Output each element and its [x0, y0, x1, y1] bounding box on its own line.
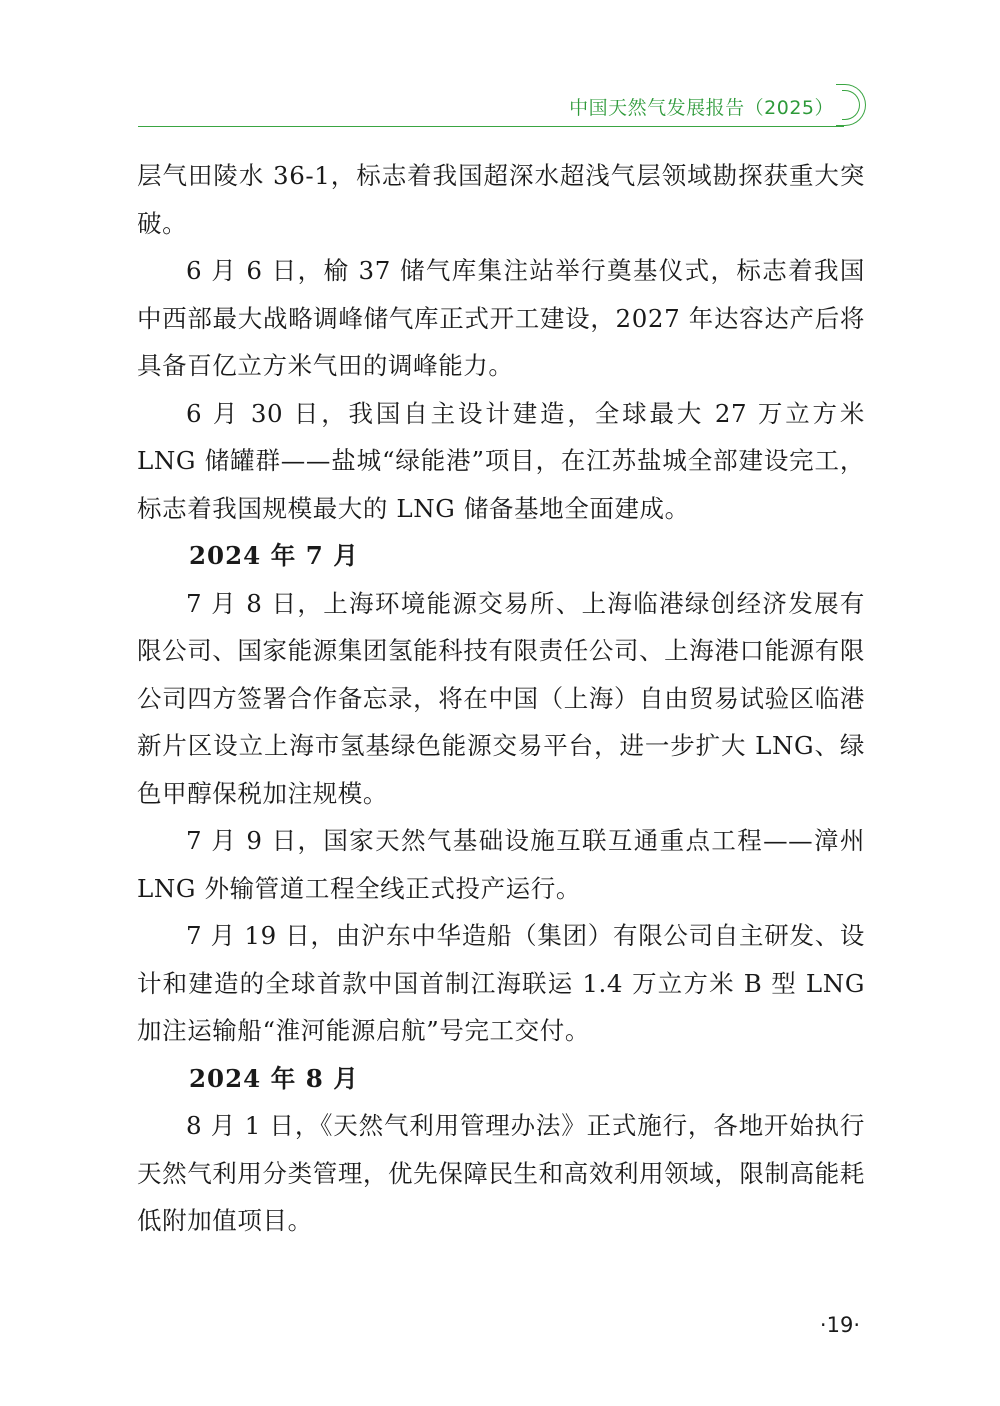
- paragraph: 7 月 8 日，上海环境能源交易所、上海临港绿创经济发展有限公司、国家能源集团氢能科技有限责任公司、上海港口能源有限公司四方签署合作备忘录，将在中国（上海）自由贸易试验区临港新片区设立上海市氢基绿色能源交易平台，进一步扩大 LNG、绿色甲醇保税加注规模。: [137, 588, 865, 808]
- paragraph: 7 月 9 日，国家天然气基础设施互联互通重点工程——漳州 LNG 外输管道工程全线正式投产运行。: [137, 826, 865, 903]
- paragraph: 8 月 1 日，《天然气利用管理办法》正式施行，各地开始执行天然气利用分类管理，优先保障民生和高效利用领域，限制高能耗低附加值项目。: [137, 1111, 865, 1235]
- page-number: ·19·: [819, 1313, 860, 1337]
- paragraph: 7 月 19 日，由沪东中华造船（集团）有限公司自主研发、设计和建造的全球首款中国首制江海联运 1.4 万立方米 B 型 LNG 加注运输船“淮河能源启航”号完工交付。: [137, 921, 865, 1045]
- running-header: [138, 84, 870, 128]
- page-body: [137, 152, 865, 1245]
- header-title: 中国天然气发展报告（2025）: [569, 97, 834, 119]
- paragraph: 6 月 6 日，榆 37 储气库集注站举行奠基仪式，标志着我国中西部最大战略调峰储气库正式开工建设，2027 年达容达产后将具备百亿立方米气田的调峰能力。: [137, 256, 865, 380]
- paragraph: 6 月 30 日，我国自主设计建造，全球最大 27 万立方米 LNG 储罐群——盐城“绿能港”项目，在江苏盐城全部建设完工，标志着我国规模最大的 LNG 储备基地全面建成。: [137, 398, 865, 523]
- section-heading: 2024 年 8 月: [189, 1063, 359, 1093]
- header-rule: [138, 126, 844, 127]
- paragraph: 层气田陵水 36-1，标志着我国超深水超浅气层领域勘探获重大突破。: [137, 161, 865, 238]
- section-heading: 2024 年 7 月: [189, 541, 359, 570]
